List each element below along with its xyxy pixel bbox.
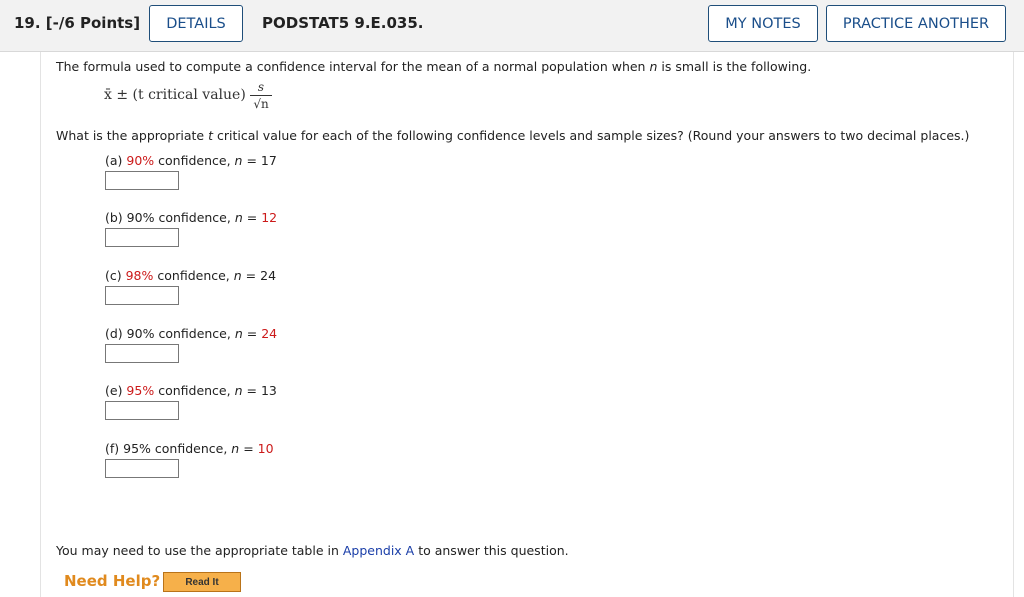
part-e-label: (e) 95% confidence, n = 13 <box>105 383 277 398</box>
part-a-answer-input[interactable] <box>105 171 179 190</box>
part-b-answer-input[interactable] <box>105 228 179 247</box>
question-header <box>0 0 1024 52</box>
appendix-a-link[interactable]: Appendix A <box>342 543 415 558</box>
need-help-label: Need Help? <box>64 572 161 590</box>
practice-another-button[interactable]: PRACTICE ANOTHER <box>826 5 1006 42</box>
question-number: 19. [-/6 Points] <box>14 14 141 32</box>
appendix-note: You may need to use the appropriate table in Appendix A to answer this question. <box>56 543 569 558</box>
part-d-label: (d) 90% confidence, n = 24 <box>105 326 278 341</box>
part-e-answer-input[interactable] <box>105 401 179 420</box>
part-a-label: (a) 90% confidence, n = 17 <box>105 153 277 168</box>
formula-numerator: s <box>257 80 265 94</box>
formula-fraction <box>250 80 272 111</box>
details-button[interactable]: DETAILS <box>149 5 243 42</box>
formula-main: x̄ ± (t critical value) <box>104 87 246 103</box>
intro-text: The formula used to compute a confidence interval for the mean of a normal population when n is small is the following. <box>56 59 812 74</box>
part-c-label: (c) 98% confidence, n = 24 <box>105 268 277 283</box>
part-d-answer-input[interactable] <box>105 344 179 363</box>
question-text: What is the appropriate t critical value for each of the following confidence levels and sample sizes? (Round your answers to two decimal places.) <box>56 128 970 143</box>
read-it-button[interactable]: Read It <box>163 572 241 592</box>
part-c-answer-input[interactable] <box>105 286 179 305</box>
my-notes-button[interactable]: MY NOTES <box>708 5 818 42</box>
part-f-answer-input[interactable] <box>105 459 179 478</box>
problem-code: PODSTAT5 9.E.035. <box>262 14 424 32</box>
part-b-label: (b) 90% confidence, n = 12 <box>105 210 278 225</box>
part-f-label: (f) 95% confidence, n = 10 <box>105 441 274 456</box>
formula-denominator: √n <box>253 97 269 111</box>
